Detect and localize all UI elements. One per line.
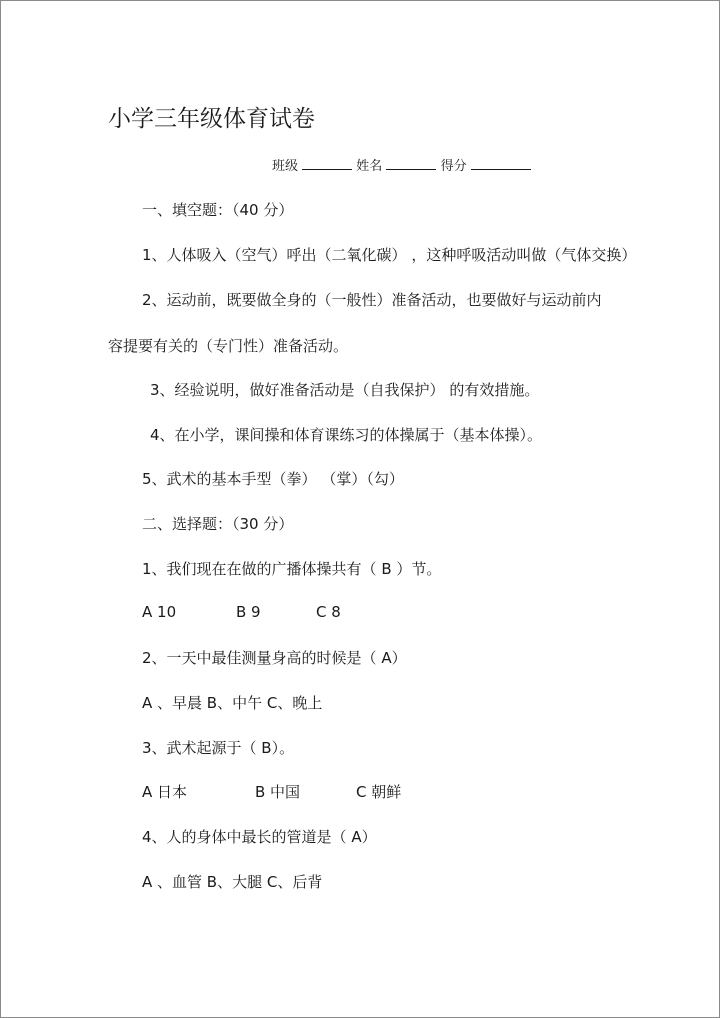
choice-question-4-options: A 、血管 B、大腿 C、后背 bbox=[142, 873, 323, 891]
fill-question-4: 4、在小学，课间操和体育课练习的体操属于（基本体操）。 bbox=[150, 426, 543, 444]
name-label: 姓名 bbox=[356, 159, 383, 174]
section1-heading: 一、填空题：（40 分） bbox=[142, 201, 294, 219]
choice-question-2: 2、一天中最佳测量身高的时候是（ A） bbox=[142, 649, 407, 667]
fill-question-2-line2: 容提要有关的（专门性）准备活动。 bbox=[108, 337, 349, 355]
name-blank bbox=[386, 155, 436, 170]
choice-question-1-option-a: A 10 bbox=[142, 603, 177, 621]
fill-question-3: 3、经验说明，做好准备活动是（自我保护） 的有效措施。 bbox=[150, 381, 540, 399]
student-info-line bbox=[272, 155, 531, 177]
choice-question-2-options: A 、早晨 B、中午 C、晚上 bbox=[142, 694, 323, 712]
class-label: 班级 bbox=[272, 159, 299, 174]
choice-question-3-option-b: B 中国 bbox=[255, 783, 301, 801]
section2-heading: 二、选择题：（30 分） bbox=[142, 515, 294, 533]
page-title: 小学三年级体育试卷 bbox=[108, 106, 315, 132]
fill-question-5: 5、武术的基本手型（拳） （掌）（勾） bbox=[142, 470, 404, 488]
choice-question-3-option-c: C 朝鲜 bbox=[356, 783, 402, 801]
fill-question-2-line1: 2、运动前，既要做全身的（一般性）准备活动，也要做好与运动前内 bbox=[142, 291, 602, 309]
class-blank bbox=[302, 155, 352, 170]
fill-question-1: 1、人体吸入（空气）呼出（二氧化碳） ，这种呼吸活动叫做（气体交换） bbox=[142, 246, 637, 264]
choice-question-1: 1、我们现在在做的广播体操共有（ B ）节。 bbox=[142, 560, 442, 578]
choice-question-3: 3、武术起源于（ B）。 bbox=[142, 739, 295, 757]
score-blank bbox=[471, 155, 531, 170]
score-label: 得分 bbox=[440, 159, 467, 174]
choice-question-3-option-a: A 日本 bbox=[142, 783, 188, 801]
choice-question-4: 4、人的身体中最长的管道是（ A） bbox=[142, 828, 377, 846]
choice-question-1-option-c: C 8 bbox=[316, 603, 341, 621]
choice-question-1-option-b: B 9 bbox=[236, 603, 261, 621]
